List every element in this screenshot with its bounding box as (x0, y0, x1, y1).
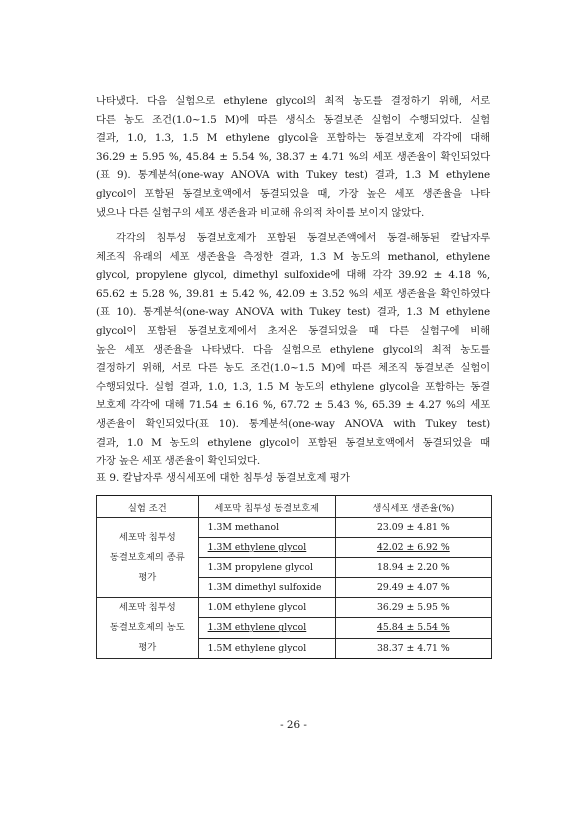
cell-agent: 1.3M ethylene glycol (198, 618, 335, 638)
cell-agent: 1.3M ethylene glycol (198, 538, 335, 558)
text-line: glycol이 포함된 동결보호액에서 동결되었을 때, 가장 높은 세포 생존율을 나타 (96, 187, 490, 200)
cryoprotectant-table (96, 495, 492, 659)
table-row (97, 518, 492, 538)
text-line: 결과, 1.0 M 농도의 ethylene glycol이 포함된 동결보호액에서 동결되었을 때 (96, 436, 490, 449)
header-cryoprotectant: 세포막 침투성 동결보호제 (198, 496, 335, 518)
group-label-concentration: 세포막 침투성 동결보호제의 농도 평가 (97, 598, 199, 659)
cell-agent: 1.3M dimethyl sulfoxide (198, 578, 335, 598)
text-line: 보호제 각각에 대해 71.54 ± 6.16 %, 67.72 ± 5.43 %, 65.39 ± 4.27 %의 세포 (96, 399, 490, 412)
text-line: 다른 농도 조건(1.0~1.5 M)에 따른 생식소 동결보존 실험이 수행되었다. 실험 (96, 113, 490, 126)
text-line: 결정하기 위해, 서로 다른 농도 조건(1.0~1.5 M)에 따른 체조직 동결보존 실험이 (96, 362, 490, 375)
text-line: 높은 세포 생존율을 나타냈다. 다음 실험으로 ethylene glycol의 최적 농도를 (96, 343, 490, 356)
cell-rate: 23.09 ± 4.81 % (335, 518, 491, 538)
header-condition: 실험 조건 (97, 496, 199, 518)
cell-rate: 45.84 ± 5.54 % (335, 618, 491, 638)
text-line: 결과, 1.0, 1.3, 1.5 M ethylene glycol을 포함하는 동결보호제 각각에 대해 (96, 132, 490, 145)
text-line: 각각의 침투성 동결보호제가 포함된 동결보존액에서 동결-해동된 칼납자루 (116, 232, 490, 244)
text-line: 65.62 ± 5.28 %, 39.81 ± 5.42 %, 42.09 ± 3.52 %의 세포 생존율을 확인하였다 (96, 287, 490, 300)
header-survival-rate: 생식세포 생존율(%) (335, 496, 491, 518)
table-caption: 표 9. 칼납자루 생식세포에 대한 침투성 동결보호제 평가 (96, 472, 350, 484)
table-header-row (97, 496, 492, 518)
text-line: 체조직 유래의 세포 생존율을 측정한 결과, 1.3 M 농도의 methanol, ethylene (96, 250, 490, 263)
cell-rate: 36.29 ± 5.95 % (335, 598, 491, 618)
cell-agent: 1.3M methanol (198, 518, 335, 538)
text-line: 생존율이 확인되었다(표 10). 통계분석(one-way ANOVA with Tukey test) (96, 417, 490, 430)
cell-rate: 42.02 ± 6.92 % (335, 538, 491, 558)
text-line: 수행되었다. 실험 결과, 1.0, 1.3, 1.5 M 농도의 ethylene glycol을 포함하는 동결 (96, 380, 490, 393)
paragraph-gonad-cryopreservation (96, 92, 490, 222)
text-line: 36.29 ± 5.95 %, 45.84 ± 5.54 %, 38.37 ± 4.71 %의 세포 생존율이 확인되었다 (96, 150, 490, 163)
cell-rate: 29.49 ± 4.07 % (335, 578, 491, 598)
cell-rate: 38.37 ± 4.71 % (335, 638, 491, 658)
text-line: 나타냈다. 다음 실험으로 ethylene glycol의 최적 농도를 결정하기 위해, 서로 (96, 95, 490, 107)
cell-agent: 1.5M ethylene glycol (198, 638, 335, 658)
page-number: - 26 - (280, 719, 307, 731)
text-line: (표 9). 통계분석(one-way ANOVA with Tukey test) 결과, 1.3 M ethylene (96, 169, 490, 182)
text-line: (표 10). 통계분석(one-way ANOVA with Tukey test) 결과, 1.3 M ethylene (96, 306, 490, 319)
text-line: 가장 높은 세포 생존율이 확인되었다. (96, 455, 261, 468)
paragraph-somatic-cryopreservation (96, 229, 490, 471)
cell-rate: 18.94 ± 2.20 % (335, 558, 491, 578)
cell-agent: 1.0M ethylene glycol (198, 598, 335, 618)
text-line: glycol, propylene glycol, dimethyl sulfoxide에 대해 각각 39.92 ± 4.18 %, (96, 269, 490, 282)
text-line: 냈으나 다른 실험구의 세포 생존율과 비교해 유의적 차이를 보이지 않았다. (96, 206, 425, 219)
group-label-type: 세포막 침투성 동결보호제의 종류 평가 (97, 518, 199, 598)
table-row (97, 598, 492, 618)
text-line: glycol이 포함된 동결보호제에서 초저온 동결되었을 때 다른 실험구에 비해 (96, 324, 490, 337)
cell-agent: 1.3M propylene glycol (198, 558, 335, 578)
